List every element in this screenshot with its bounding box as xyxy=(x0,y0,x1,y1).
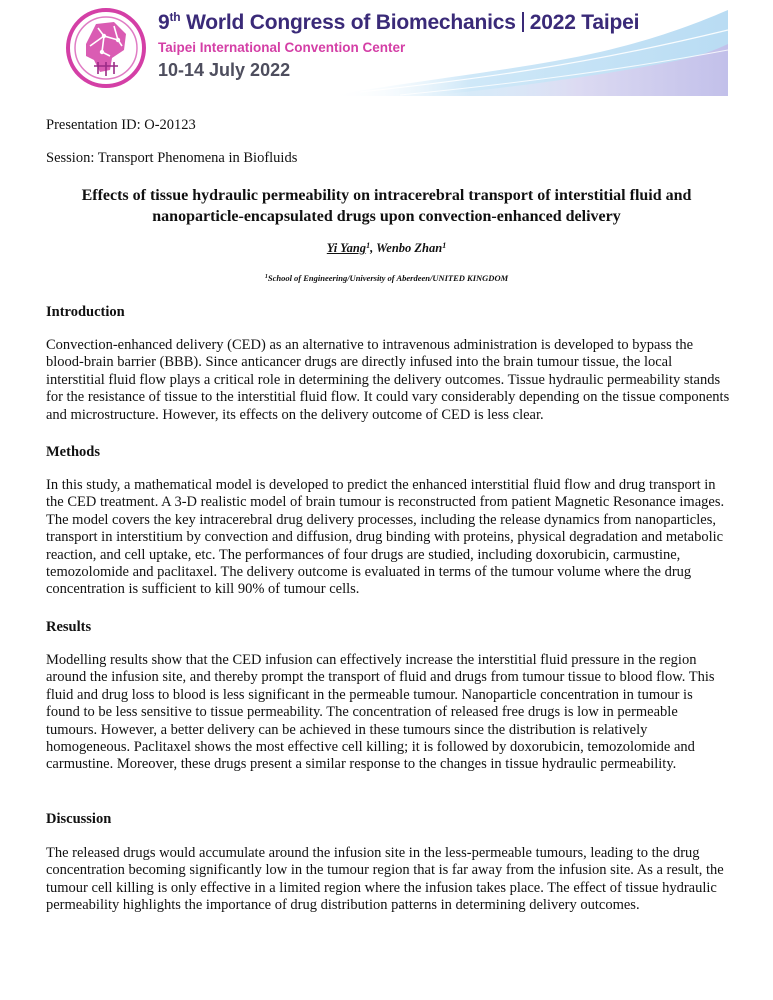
section-text-methods: In this study, a mathematical model is developed to predict the enhanced interstitial fluid flow and drug transport in the CED treatment. A 3-D realistic model of brain tumour is reconstructed from patient Magnetic Resonance images. The model covers the key intracerebral drug delivery processes, including the release dynamics from nanoparticles, transport in interstitium by convection and diffusion, drug binding with proteins, physical degradation and metabolic reaction, and cell uptake, etc. The performances of four drugs are studied, including doxorubicin, carmustine, temozolomide and paclitaxel. The delivery outcome is evaluated in terms of the tumour volume where the drug concentration is sufficient to kill 90% of tumour cells. xyxy=(46,477,725,598)
section-text-introduction: Convection-enhanced delivery (CED) as an alternative to intravenous administration is developed to bypass the blood-brain barrier (BBB). Since anticancer drugs are directly infused into the brain tumour tissue, the local interstitial fluid flow plays a critical role in determining the delivery outcomes. Tissue hydraulic permeability stands for the resistance of tissue to the interstitial fluid flow. It could vary considerably depending on the tissue components and microstructure. However, its effects on the delivery outcome of CED is less clear. xyxy=(46,337,730,423)
section-heading-discussion: Discussion xyxy=(46,811,112,827)
section-heading-results: Results xyxy=(46,619,92,635)
author-list: Yi Yang$^1$, Wenbo Zhan$^1$ xyxy=(326,241,447,255)
congress-venue: Taipei International Convention Center xyxy=(158,40,406,55)
congress-dates: 10-14 July 2022 xyxy=(158,60,291,80)
author-second: Wenbo Zhan xyxy=(376,241,443,255)
section-text-discussion: The released drugs would accumulate around the infusion site in the less-permeable tumours, leading to the drug concentration becoming significantly low in the tumour region that is far away from the infusion site. As a result, the tumour cell killing is only effective in a limited region where the infusion takes place. The effect of tissue hydraulic permeability highlights the importance of drug distribution patterns in determining delivery outcomes. xyxy=(46,845,724,914)
author-presenting: Yi Yang xyxy=(326,241,367,255)
conference-banner xyxy=(0,0,773,96)
title-separator xyxy=(522,12,524,32)
congress-title: 9th World Congress of Biomechanics 2022 Taipei xyxy=(158,10,640,34)
section-heading-introduction: Introduction xyxy=(46,304,125,320)
paper-title xyxy=(40,185,733,227)
presentation-id: Presentation ID: O-20123 xyxy=(46,117,196,133)
paper-title-line-2: nanoparticle-encapsulated drugs upon convection-enhanced delivery xyxy=(152,208,621,225)
paper-title-line-1: Effects of tissue hydraulic permeability on intracerebral transport of interstitial fluid and xyxy=(81,187,692,204)
affiliation: $^1$School of Engineering/University of Aberdeen/UNITED KINGDOM xyxy=(264,273,509,283)
congress-logo-icon xyxy=(64,6,148,90)
section-heading-methods: Methods xyxy=(46,444,100,460)
section-text-results: Modelling results show that the CED infusion can effectively increase the interstitial fluid pressure in the region around the infusion site, and thereby prompt the transport of fluid and drugs from tumour tissue to blood flow. This fluid and drug loss to blood is less significant in the permeable tumour. Nanoparticle concentration in tumour is found to be less sensitive to tissue permeability. The concentration of released free drugs is low in permeable tumours. However, a better delivery can be achieved in these tumours since the distribution is relatively homogeneous. Paclitaxel shows the most effective cell killing; it is followed by doxorubicin, temozolomide and carmustine. Moreover, these drugs present a similar response to the changes in tissue hydraulic permeability. xyxy=(46,652,715,773)
session-line: Session: Transport Phenomena in Biofluids xyxy=(46,150,298,166)
